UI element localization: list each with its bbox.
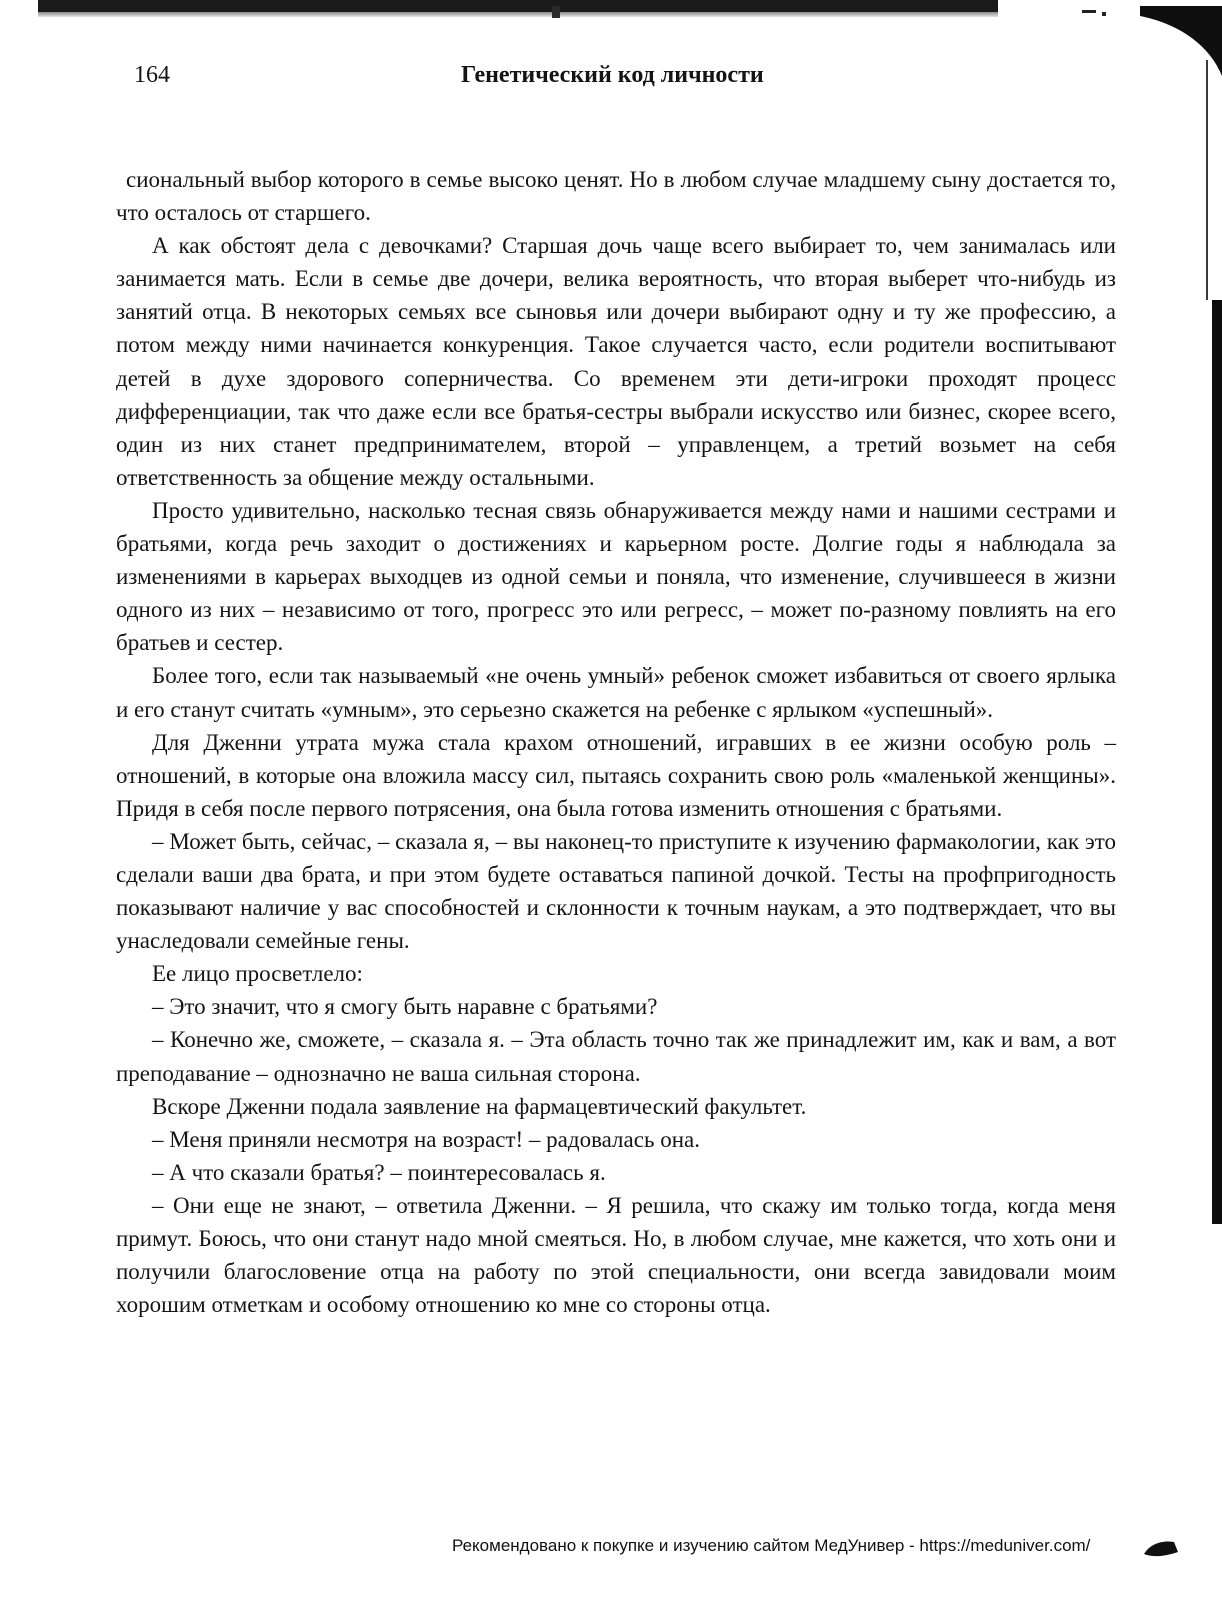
paragraph: – Может быть, сейчас, – сказала я, – вы наконец-то приступите к изучению фармакологии, как это сделали ваши два брата, и при этом будете оставаться папиной дочкой. Тесты на профпригодность показывают наличие у вас способностей и склонности к точным наукам, а это подтверждает, что вы унаследовали семейные гены. (116, 828, 1116, 954)
scan-edge-shadow (1212, 300, 1222, 1224)
scan-gray-shadow (38, 12, 998, 17)
page-number: 164 (134, 62, 170, 88)
paragraph: Более того, если так называемый «не очень умный» ребенок сможет избавиться от своего ярлыка и его станут считать «умным», это серьезно скажется на ребенке с ярлыком «успешный». (116, 663, 1116, 722)
dialogue-line: – Они еще не знают, – ответила Дженни. – Я решила, что скажу им только тогда, когда меня примут. Боюсь, что они станут надо мной смеяться. Но, в любом случае, мне кажется, что хоть они и получили благословение отца на работу по этой специальности, они всегда завидовали моим хорошим отметкам и особому отношению ко мне со стороны отца. (116, 1192, 1116, 1318)
footer-recommendation: Рекомендовано к покупке и изучению сайтом МедУнивер - https://meduniver.com/ (452, 1536, 1091, 1555)
scan-ink-blot (1140, 1530, 1180, 1560)
scan-corner-shadow (1140, 6, 1222, 76)
scan-speck (1082, 10, 1096, 13)
scan-edge-line (1206, 60, 1208, 300)
running-title: Генетический код личности (461, 62, 764, 88)
scan-top-edge (0, 0, 1222, 24)
paragraph: А как обстоят дела с девочками? Старшая дочь чаще всего выбирает то, чем занималась или занимается мать. Если в семье две дочери, велика вероятность, что вторая выберет что-нибудь из занятий отца. В некоторых семьях все сыновья или дочери выбирают одну и ту же профессию, а потом между ними начинается конкуренция. Такое случается часто, если родители воспитывают детей в духе здорового соперничества. Со временем эти дети-игроки проходят процесс дифференциации, так что даже если все братья-сестры выбрали искусство или бизнес, скорее всего, один из них станет предпринимателем, второй – управленцем, а третий возьмет на себя ответственность за общение между остальными. (116, 233, 1116, 490)
paragraph: Ее лицо просветлело: (152, 961, 363, 987)
scan-mark (552, 6, 560, 18)
page-header (134, 62, 814, 102)
dialogue-line: – А что сказали братья? – поинтересовалась я. (152, 1159, 606, 1185)
dialogue-line: – Меня приняли несмотря на возраст! – радовалась она. (152, 1126, 700, 1152)
scan-speck (1102, 12, 1106, 16)
dialogue-line: – Это значит, что я смогу быть наравне с братьями? (152, 994, 658, 1020)
paragraph: Просто удивительно, насколько тесная связь обнаруживается между нами и нашими сестрами и братьями, когда речь заходит о достижениях и карьерном росте. Долгие годы я наблюдала за изменениями в карьерах выходцев из одной семьи и поняла, что изменение, случившееся в жизни одного из них – независимо от того, прогресс это или регресс, – может по-разному повлиять на его братьев и сестер. (116, 497, 1116, 656)
paragraph: Для Дженни утрата мужа стала крахом отношений, игравших в ее жизни особую роль – отношений, в которые она вложила массу сил, пытаясь сохранить свою роль «маленькой женщины». Придя в себя после первого потрясения, она была готова изменить отношения с братьями. (116, 729, 1116, 821)
body-text (116, 163, 1116, 1321)
paragraph: Вскоре Дженни подала заявление на фармацевтический факультет. (152, 1093, 807, 1119)
dialogue-line: – Конечно же, сможете, – сказала я. – Эта область точно так же принадлежит им, как и вам, а вот преподавание – однозначно не ваша сильная сторона. (116, 1027, 1116, 1086)
paragraph: сиональный выбор которого в семье высоко ценят. Но в любом случае младшему сыну достается то, что осталось от старшего. (116, 167, 1116, 226)
